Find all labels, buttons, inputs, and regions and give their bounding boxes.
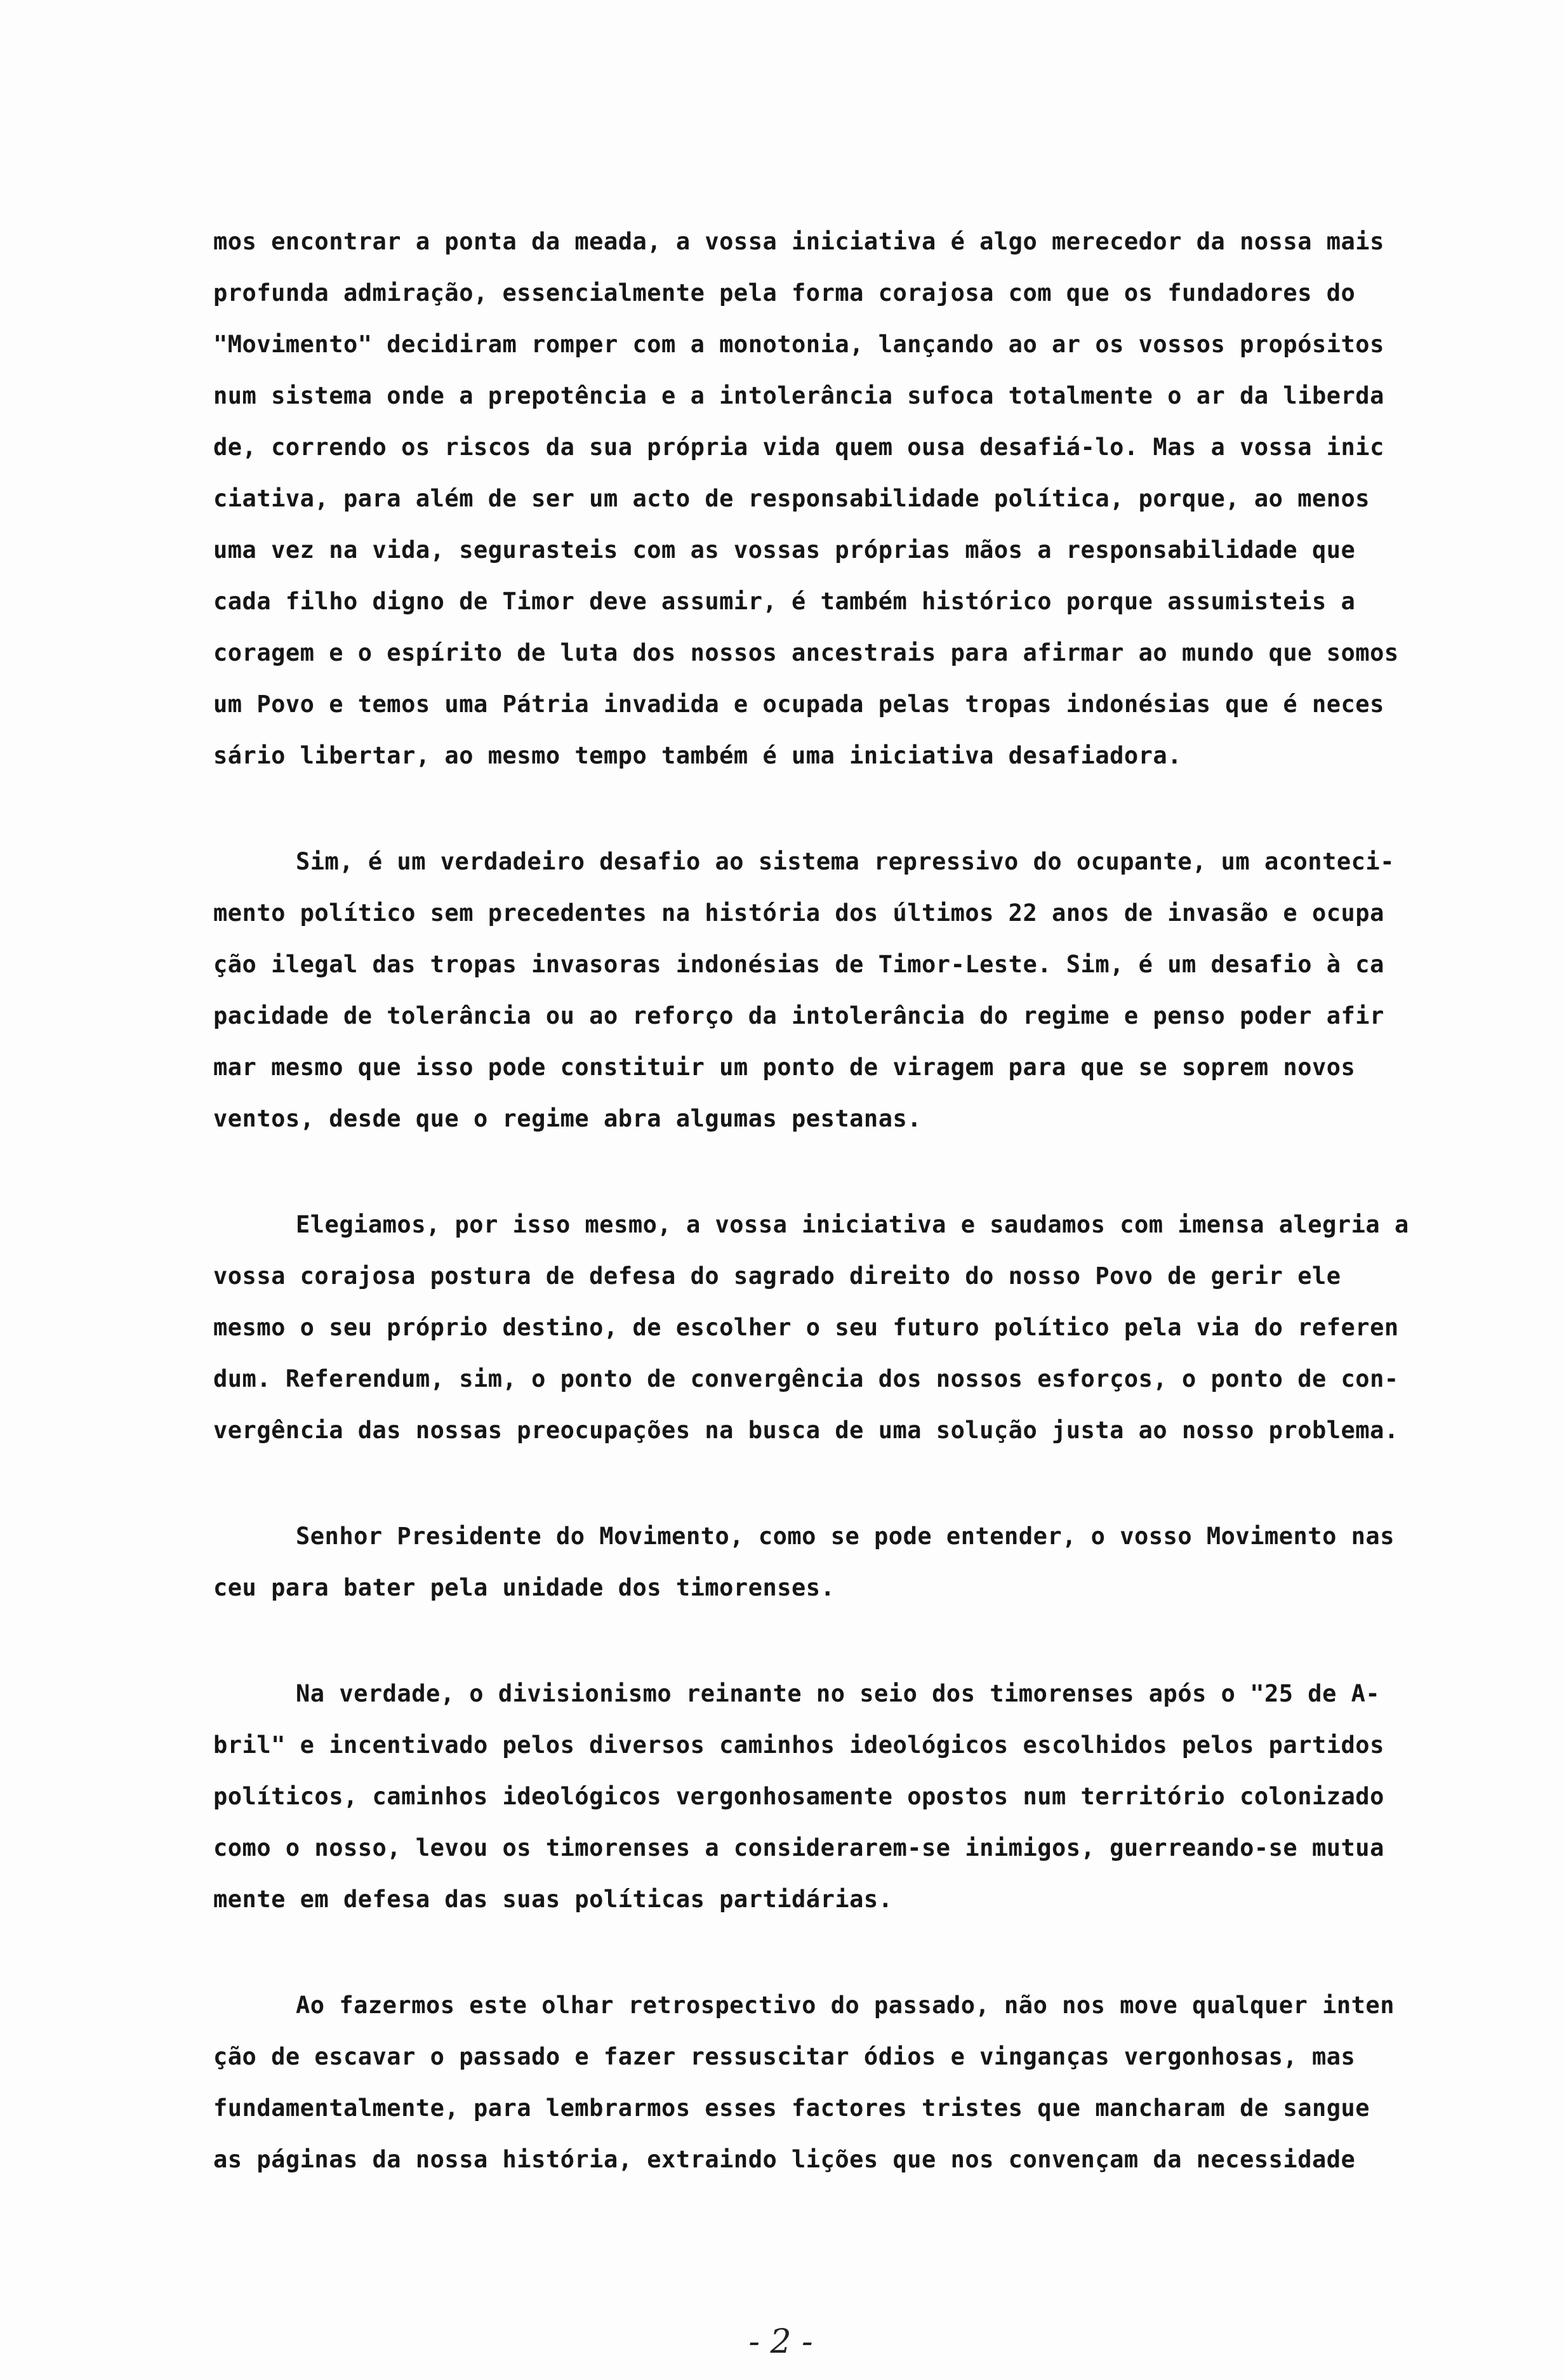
paragraph-gap	[213, 1925, 1521, 1980]
paragraph-1	[213, 216, 1521, 781]
text-line: vossa corajosa postura de defesa do sagrado direito do nosso Povo de gerir ele	[213, 1262, 1341, 1290]
text-line: como o nosso, levou os timorenses a considerarem-se inimigos, guerreando-se mutua	[213, 1834, 1384, 1861]
document-body	[213, 216, 1521, 2185]
text-line: Ao fazermos este olhar retrospectivo do passado, não nos move qualquer inten	[296, 1992, 1395, 2019]
text-line: ção de escavar o passado e fazer ressuscitar ódios e vinganças vergonhosas, mas	[213, 2043, 1356, 2070]
text-line: ção ilegal das tropas invasoras indonésias de Timor-Leste. Sim, é um desafio à ca	[213, 951, 1384, 978]
paragraph-gap	[213, 1613, 1521, 1668]
text-line: políticos, caminhos ideológicos vergonhosamente opostos num território colonizado	[213, 1783, 1384, 1810]
text-line: bril" e incentivado pelos diversos caminhos ideológicos escolhidos pelos partidos	[213, 1731, 1384, 1759]
paragraph-3	[213, 1199, 1521, 1456]
text-line: ventos, desde que o regime abra algumas pestanas.	[213, 1105, 922, 1132]
paragraph-2	[213, 836, 1521, 1144]
paragraph-gap	[213, 781, 1521, 836]
paragraph-4	[213, 1511, 1521, 1613]
text-line: cada filho digno de Timor deve assumir, é também histórico porque assumisteis a	[213, 588, 1356, 615]
paragraph-5	[213, 1668, 1521, 1925]
text-line: vergência das nossas preocupações na busca de uma solução justa ao nosso problema.	[213, 1417, 1399, 1444]
text-line: Sim, é um verdadeiro desafio ao sistema repressivo do ocupante, um aconteci-	[296, 848, 1395, 875]
text-line: mar mesmo que isso pode constituir um ponto de viragem para que se soprem novos	[213, 1054, 1356, 1081]
text-line: "Movimento" decidiram romper com a monotonia, lançando ao ar os vossos propósitos	[213, 331, 1384, 358]
text-line: num sistema onde a prepotência e a intolerância sufoca totalmente o ar da liberda	[213, 382, 1384, 409]
text-line: coragem e o espírito de luta dos nossos ancestrais para afirmar ao mundo que somos	[213, 639, 1399, 666]
text-line: de, correndo os riscos da sua própria vida quem ousa desafiá-lo. Mas a vossa inic	[213, 433, 1384, 461]
text-line: mento político sem precedentes na história dos últimos 22 anos de invasão e ocupa	[213, 899, 1384, 927]
text-line: fundamentalmente, para lembrarmos esses factores tristes que mancharam de sangue	[213, 2094, 1370, 2122]
text-line: ceu para bater pela unidade dos timorenses.	[213, 1574, 835, 1601]
text-line: um Povo e temos uma Pátria invadida e ocupada pelas tropas indonésias que é neces	[213, 691, 1384, 718]
text-line: mente em defesa das suas políticas partidárias.	[213, 1886, 893, 1913]
text-line: sário libertar, ao mesmo tempo também é uma iniciativa desafiadora.	[213, 742, 1182, 769]
text-line: Senhor Presidente do Movimento, como se pode entender, o vosso Movimento nas	[296, 1523, 1395, 1550]
paragraph-gap	[213, 1144, 1521, 1199]
text-line: uma vez na vida, segurasteis com as vossas próprias mãos a responsabilidade que	[213, 536, 1356, 564]
text-line: ciativa, para além de ser um acto de responsabilidade política, porque, ao menos	[213, 485, 1370, 512]
text-line: Na verdade, o divisionismo reinante no seio dos timorenses após o "25 de A-	[296, 1680, 1381, 1707]
page-number: - 2 -	[748, 2323, 813, 2361]
text-line: profunda admiração, essencialmente pela forma corajosa com que os fundadores do	[213, 279, 1356, 307]
text-line: mesmo o seu próprio destino, de escolher o seu futuro político pela via do referen	[213, 1314, 1399, 1341]
text-line: dum. Referendum, sim, o ponto de convergência dos nossos esforços, o ponto de con-	[213, 1365, 1399, 1392]
text-line: Elegiamos, por isso mesmo, a vossa iniciativa e saudamos com imensa alegria a	[296, 1211, 1409, 1238]
text-line: mos encontrar a ponta da meada, a vossa iniciativa é algo merecedor da nossa mais	[213, 228, 1384, 255]
paragraph-6	[213, 1980, 1521, 2185]
paragraph-gap	[213, 1456, 1521, 1511]
text-line: as páginas da nossa história, extraindo lições que nos convençam da necessidade	[213, 2146, 1356, 2173]
text-line: pacidade de tolerância ou ao reforço da intolerância do regime e penso poder afir	[213, 1002, 1384, 1029]
